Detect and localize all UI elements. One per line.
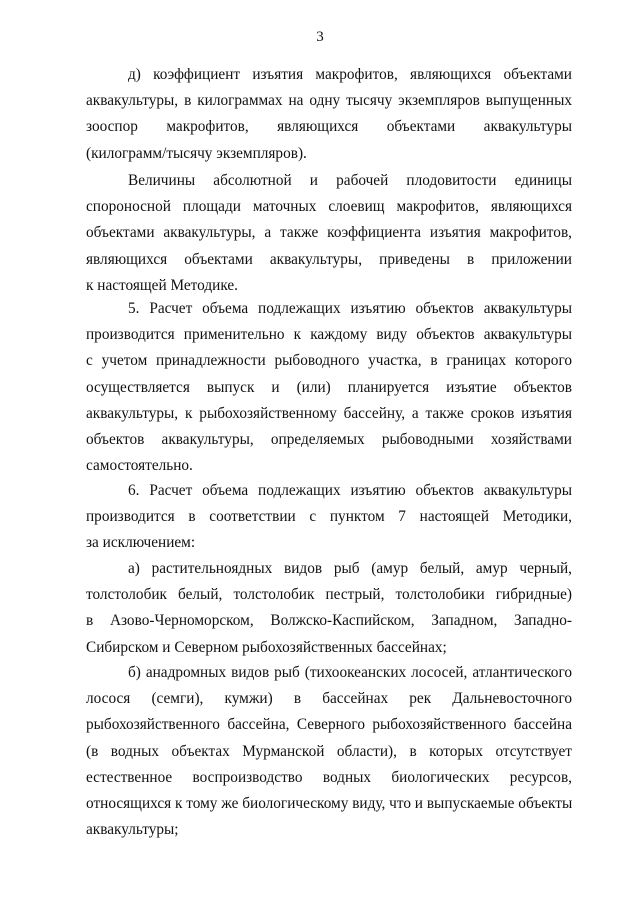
paragraph-item-b xyxy=(86,660,572,843)
text-line: (в водных объектах Мурманской области), в которых отсутствует xyxy=(86,742,572,760)
text-line: б) анадромных видов рыб (тихоокеанских лососей, атлантического xyxy=(128,664,572,681)
text-line: спороносной площади маточных слоевищ макрофитов, являющихся xyxy=(86,198,572,216)
text-line: естественное воспроизводство водных биологических ресурсов, xyxy=(86,768,572,786)
text-line: Сибирском и Северном рыбохозяйственных бассейнах; xyxy=(86,638,447,656)
text-line: в Азово-Черноморском, Волжско-Каспийском, Западном, Западно- xyxy=(86,612,572,630)
paragraph-item-5 xyxy=(86,296,572,479)
text-line: аквакультуры; xyxy=(86,821,179,839)
text-line: объектами аквакультуры, а также коэффициента изъятия макрофитов, xyxy=(86,224,572,242)
page-number: 3 xyxy=(316,29,324,45)
text-line: 5. Расчет объема подлежащих изъятию объектов аквакультуры xyxy=(128,300,572,317)
text-line: являющихся объектами аквакультуры, приведены в приложении xyxy=(86,250,572,268)
text-line: относящихся к тому же биологическому виду, что и выпускаемые объекты xyxy=(86,794,573,812)
text-line: а) растительноядных видов рыб (амур белый, амур черный, xyxy=(128,560,572,577)
text-line: 6. Расчет объема подлежащих изъятию объектов аквакультуры xyxy=(128,482,572,499)
paragraph-values xyxy=(86,168,572,299)
text-line: производится применительно к каждому виду объектов аквакультуры xyxy=(86,326,572,344)
text-line: производится в соответствии с пунктом 7 настоящей Методики, xyxy=(86,508,572,526)
text-line: аквакультуры, к рыбохозяйственному бассейну, а также сроков изъятия xyxy=(86,404,572,422)
text-line: (килограмм/тысячу экземпляров). xyxy=(86,144,307,162)
text-line: объектов аквакультуры, определяемых рыбоводными хозяйствами xyxy=(86,430,572,448)
paragraph-item-d xyxy=(86,62,572,167)
paragraph-item-a xyxy=(86,556,572,661)
text-line: Величины абсолютной и рабочей плодовитости единицы xyxy=(128,172,572,189)
text-line: самостоятельно. xyxy=(86,457,193,475)
text-line: за исключением: xyxy=(86,534,196,552)
text-line: с учетом принадлежности рыбоводного участка, в границах которого xyxy=(86,352,572,370)
paragraph-item-6 xyxy=(86,478,572,557)
text-line: осуществляется выпуск и (или) планируется изъятие объектов xyxy=(86,378,572,396)
text-line: д) коэффициент изъятия макрофитов, являющихся объектами xyxy=(128,66,572,83)
text-line: рыбохозяйственного бассейна, Северного рыбохозяйственного бассейна xyxy=(86,716,572,734)
text-line: толстолобик белый, толстолобик пестрый, толстолобики гибридные) xyxy=(86,586,572,604)
text-line: лосося (семги), кумжи) в бассейнах рек Дальневосточного xyxy=(86,690,572,708)
text-line: к настоящей Методике. xyxy=(86,276,238,294)
text-line: зооспор макрофитов, являющихся объектами аквакультуры xyxy=(86,118,572,136)
text-line: аквакультуры, в килограммах на одну тысячу экземпляров выпущенных xyxy=(86,92,572,110)
